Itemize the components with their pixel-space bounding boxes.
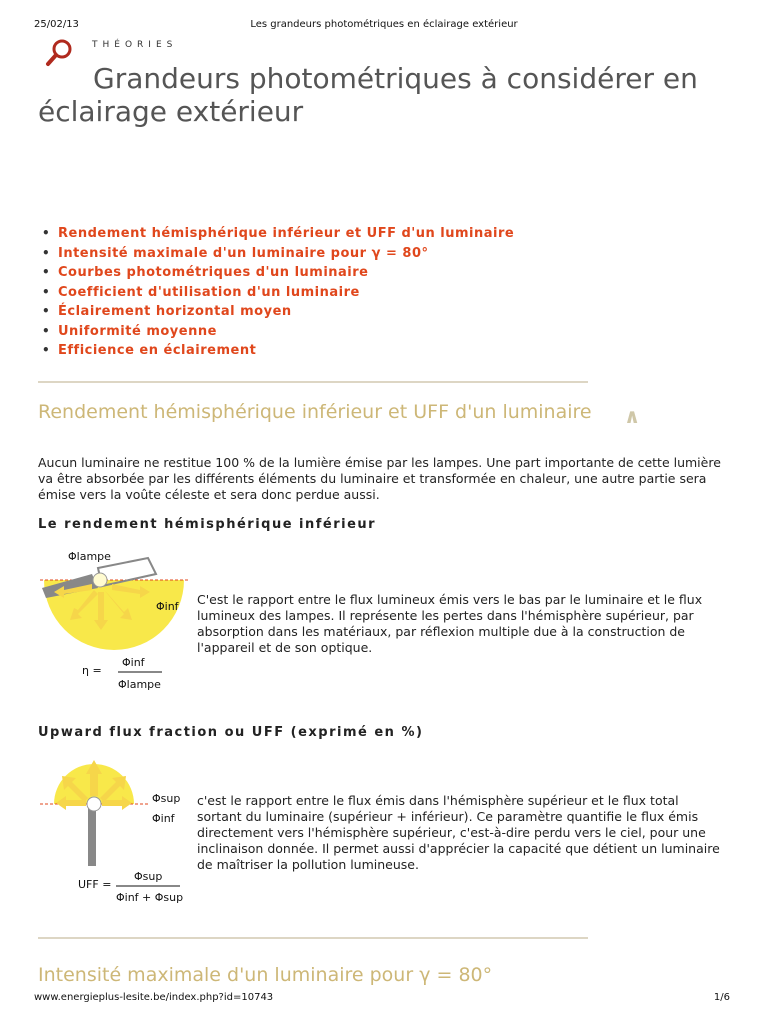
label-uff: UFF = xyxy=(78,878,112,891)
toc-item[interactable]: • Courbes photométriques d'un luminaire xyxy=(38,265,514,285)
subsection-heading: Le rendement hémisphérique inférieur xyxy=(38,517,377,532)
uff-numerator: Φsup xyxy=(134,870,163,883)
divider xyxy=(38,381,588,383)
label-phi-inf: Φinf xyxy=(156,600,179,613)
toc-item[interactable]: • Intensité maximale d'un luminaire pour γ = 80° xyxy=(38,246,514,266)
toc-item[interactable]: • Éclairement horizontal moyen xyxy=(38,304,514,324)
print-date: 25/02/13 xyxy=(34,19,79,30)
toc-item[interactable]: • Efficience en éclairement xyxy=(38,343,514,363)
toc-item[interactable]: • Coefficient d'utilisation d'un luminaire xyxy=(38,285,514,305)
page-number: 1/6 xyxy=(713,992,730,1003)
section-heading: Rendement hémisphérique inférieur et UFF d'un luminaire xyxy=(38,401,592,423)
subsection-heading: Upward flux fraction ou UFF (exprimé en %) xyxy=(38,725,424,740)
definition-paragraph: C'est le rapport entre le flux lumineux émis vers le bas par le luminaire et le flux lumineux des lampes. Il représente les pertes dans l'hémisphère supérieur, par absorption dans les matériaux, par réflexion multiple due à la construction de l'appareil et de son optique. xyxy=(197,592,703,655)
lower-hemisphere-diagram xyxy=(38,548,188,693)
print-url: www.energieplus-lesite.be/index.php?id=10743 xyxy=(34,992,274,1003)
back-to-top-icon[interactable]: ∧ xyxy=(624,404,641,428)
eta-denominator: Φlampe xyxy=(118,678,161,691)
label-phi-inf: Φinf xyxy=(152,812,175,825)
label-eta: η = xyxy=(82,664,102,677)
label-phi-sup: Φsup xyxy=(152,792,181,805)
print-title: Les grandeurs photométriques en éclairage extérieur xyxy=(250,19,518,30)
section-heading: Intensité maximale d'un luminaire pour γ = 80° xyxy=(38,964,493,986)
table-of-contents xyxy=(38,226,514,363)
section-tag: THÉORIES xyxy=(92,40,178,50)
toc-item[interactable]: • Rendement hémisphérique inférieur et UFF d'un luminaire xyxy=(38,226,514,246)
toc-item[interactable]: • Uniformité moyenne xyxy=(38,324,514,344)
page-title: Grandeurs photométriques à considérer en éclairage extérieur xyxy=(38,62,698,128)
upper-hemisphere-diagram xyxy=(38,756,193,906)
definition-paragraph: c'est le rapport entre le flux émis dans l'hémisphère supérieur et le flux total sortant du luminaire (supérieur + inférieur). Ce paramètre quantifie le flux émis directement vers l'hémisphère supérieur, c'est-à-dire perdu vers le ciel, pour une inclinaison donnée. Il permet aussi d'apprécier la capacité que détient un luminaire de maîtriser la pollution lumineuse. xyxy=(197,793,720,872)
label-phi-lamp: Φlampe xyxy=(68,550,111,563)
intro-paragraph: Aucun luminaire ne restitue 100 % de la lumière émise par les lampes. Une part importante de cette lumière va être absorbée par les différents éléments du luminaire et transformée en chaleur, une autre partie sera émise vers la voûte céleste et sera donc perdue aussi. xyxy=(38,455,721,502)
uff-denominator: Φinf + Φsup xyxy=(116,891,184,904)
divider xyxy=(38,937,588,939)
eta-numerator: Φinf xyxy=(122,656,145,669)
